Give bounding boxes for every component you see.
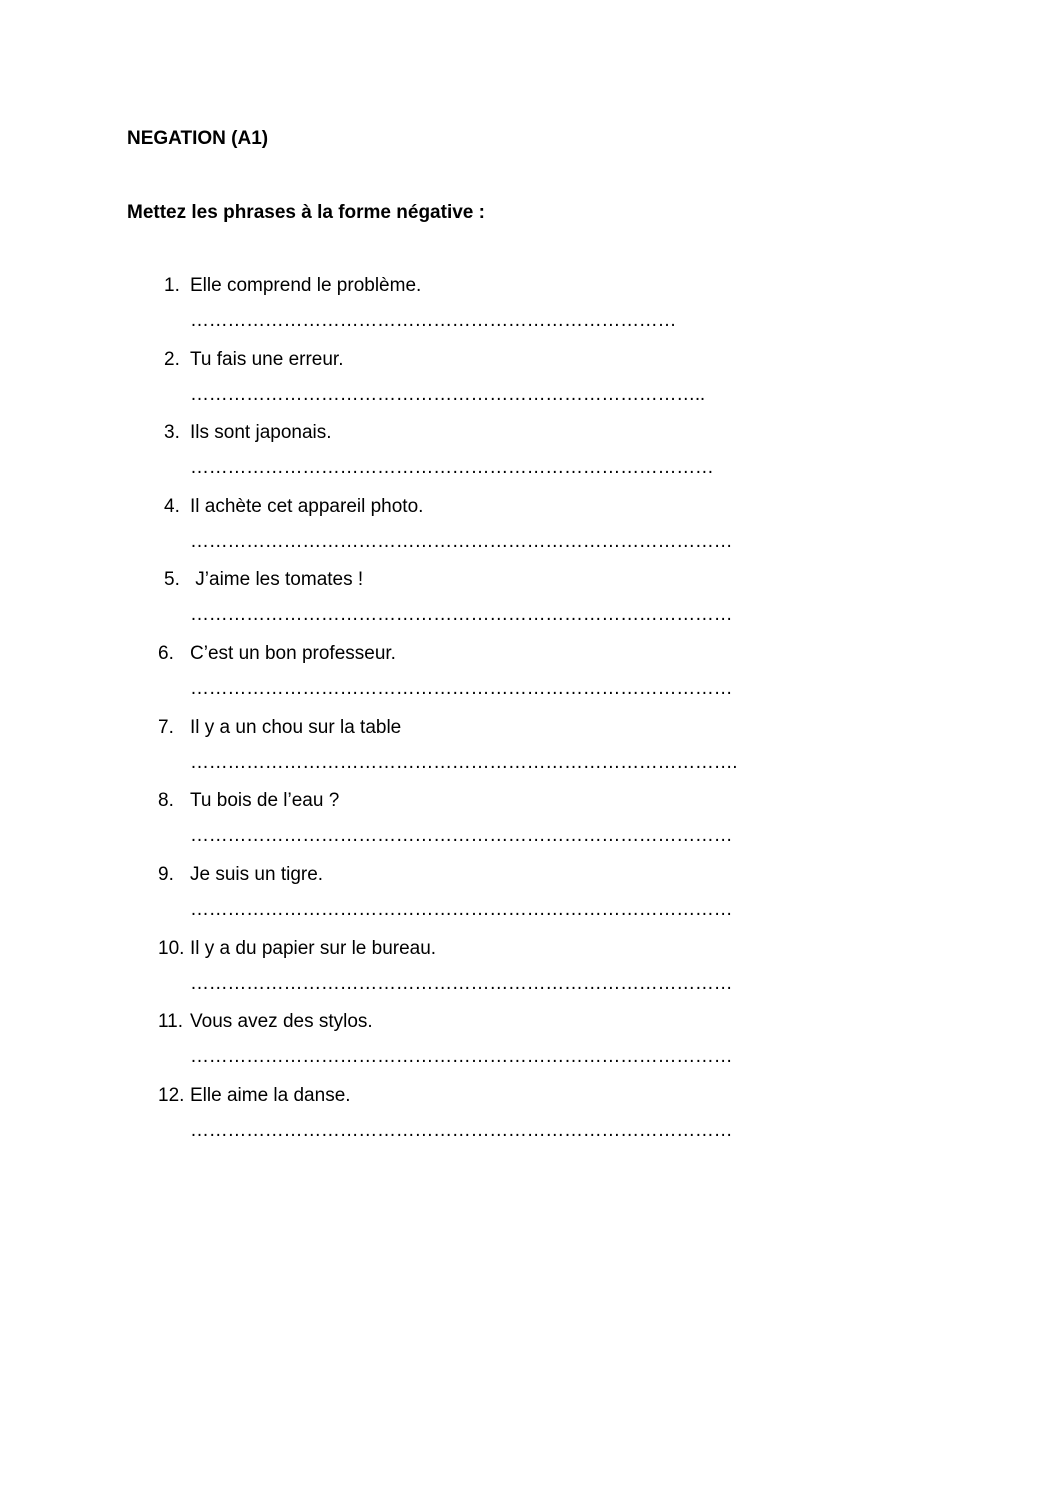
item-number: 5. [164, 569, 180, 590]
answer-line[interactable]: …………………………………………………………………………… [190, 973, 733, 994]
exercise-item [0, 864, 1058, 938]
exercise-item [0, 275, 1058, 349]
answer-line[interactable]: ……………………………………………………………………….. [190, 384, 705, 405]
item-sentence: J’aime les tomates ! [190, 569, 364, 590]
answer-line[interactable]: …………………………………………………………………………… [190, 531, 733, 552]
item-number: 6. [158, 643, 174, 664]
exercise-item [0, 496, 1058, 570]
exercise-item [0, 1011, 1058, 1085]
page-title: NEGATION (A1) [127, 128, 269, 149]
answer-line[interactable]: …………………………………………………………………………… [190, 899, 733, 920]
item-number: 2. [164, 349, 180, 370]
exercise-item [0, 717, 1058, 791]
item-number: 7. [158, 717, 174, 738]
answer-line[interactable]: …………………………………………………………………… [190, 310, 677, 331]
item-sentence: Il y a du papier sur le bureau. [190, 938, 437, 959]
item-sentence: Elle comprend le problème. [190, 275, 422, 296]
exercise-item [0, 938, 1058, 1012]
answer-line[interactable]: …………………………………………………………………………… [190, 1046, 733, 1067]
answer-line[interactable]: ………………………………………………………………………… [190, 457, 714, 478]
answer-line[interactable]: …………………………………………………………………………… [190, 604, 733, 625]
answer-line[interactable]: …………………………………………………………………………… [190, 1120, 733, 1141]
item-sentence: Je suis un tigre. [190, 864, 324, 885]
item-number: 4. [164, 496, 180, 517]
item-number: 11. [158, 1011, 184, 1032]
answer-line[interactable]: ……………………………………………………………………………. [190, 752, 738, 773]
item-number: 3. [164, 422, 180, 443]
item-sentence: Ils sont japonais. [190, 422, 332, 443]
exercise-item [0, 349, 1058, 423]
item-number: 10. [158, 938, 185, 959]
exercise-item [0, 569, 1058, 643]
item-number: 1. [164, 275, 180, 296]
answer-line[interactable]: …………………………………………………………………………… [190, 825, 733, 846]
exercise-item [0, 643, 1058, 717]
item-sentence: Tu bois de l’eau ? [190, 790, 340, 811]
item-number: 9. [158, 864, 174, 885]
instruction-text: Mettez les phrases à la forme négative : [127, 202, 485, 223]
item-sentence: Il y a un chou sur la table [190, 717, 402, 738]
item-number: 8. [158, 790, 174, 811]
item-sentence: Vous avez des stylos. [190, 1011, 373, 1032]
item-sentence: Tu fais une erreur. [190, 349, 344, 370]
exercise-item [0, 790, 1058, 864]
item-number: 12. [158, 1085, 185, 1106]
item-sentence: C’est un bon professeur. [190, 643, 396, 664]
exercise-item [0, 422, 1058, 496]
item-sentence: Elle aime la danse. [190, 1085, 351, 1106]
item-sentence: Il achète cet appareil photo. [190, 496, 424, 517]
answer-line[interactable]: …………………………………………………………………………… [190, 678, 733, 699]
exercise-item [0, 1085, 1058, 1159]
